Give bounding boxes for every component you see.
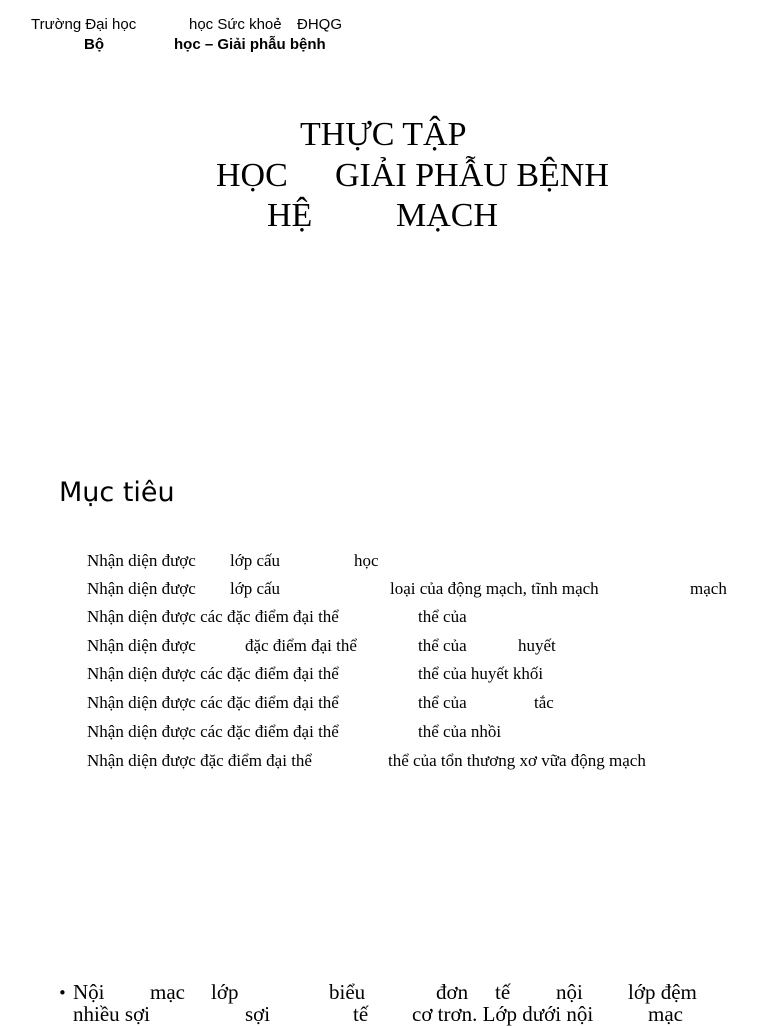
paragraph-word: tế <box>495 980 511 1004</box>
paragraph-word: Nội <box>73 980 105 1004</box>
objective-text: thể của tổn thương xơ vữa động mạch <box>388 751 646 770</box>
objective-text: tắc <box>534 693 554 712</box>
objective-text: lớp cấu <box>230 551 281 570</box>
title-line-2-part-1: HỌC <box>216 157 288 194</box>
title-line-3-part-2: MẠCH <box>396 197 499 234</box>
objective-text: Nhận diện được các đặc điểm đại thể <box>87 722 339 741</box>
paragraph-word: mạc <box>648 1002 683 1026</box>
paragraph-word: lớp đệm <box>628 980 697 1004</box>
header-school-part-2: học Sức khoẻ <box>189 16 282 33</box>
title-line-1: THỰC TẬP <box>300 116 467 153</box>
paragraph-word: tế <box>353 1002 369 1026</box>
paragraph-word: biểu <box>329 980 366 1004</box>
bullet-marker: • <box>58 984 67 1002</box>
header-school-part-1: Trường Đại học <box>31 16 137 33</box>
objective-text: Nhận diện được đặc điểm đại thể <box>87 751 312 770</box>
section-heading: Mục tiêu <box>59 477 175 508</box>
paragraph-word: lớp <box>211 980 239 1004</box>
paragraph-word: sợi <box>245 1002 271 1026</box>
objective-text: Nhận diện được các đặc điểm đại thể <box>87 693 339 712</box>
paragraph-word: mạc <box>150 980 185 1004</box>
objective-text: học <box>354 551 379 570</box>
objective-text: thể của <box>418 636 467 655</box>
header-dept-part-2: học – Giải phẫu bệnh <box>174 36 326 53</box>
objective-text: Nhận diện được <box>87 636 196 655</box>
objective-text: mạch <box>690 579 727 598</box>
paragraph-word: nhiều sợi <box>73 1002 151 1026</box>
objective-text: Nhận diện được các đặc điểm đại thể <box>87 664 339 683</box>
title-line-3-part-1: HỆ <box>267 197 313 234</box>
objective-text: thể của nhồi <box>418 722 502 741</box>
title-line-2-part-2: GIẢI PHẪU BỆNH <box>335 157 609 194</box>
objective-text: loại của động mạch, tĩnh mạch <box>390 579 599 598</box>
header-dept-part-1: Bộ <box>84 36 104 53</box>
objective-text: thể của <box>418 607 467 626</box>
objective-text: thể của huyết khối <box>418 664 544 683</box>
objective-text: Nhận diện được <box>87 551 196 570</box>
objective-text: thể của <box>418 693 467 712</box>
objective-text: lớp cấu <box>230 579 281 598</box>
objective-text: huyết <box>518 636 556 655</box>
objective-text: Nhận diện được <box>87 579 196 598</box>
paragraph-word: nội <box>556 980 583 1004</box>
objective-text: Nhận diện được các đặc điểm đại thể <box>87 607 339 626</box>
objective-text: đặc điểm đại thể <box>245 636 357 655</box>
header-school-part-3: ĐHQG <box>297 16 342 33</box>
paragraph-word: đơn <box>436 980 469 1004</box>
paragraph-word: cơ trơn. Lớp dưới nội <box>412 1002 594 1026</box>
